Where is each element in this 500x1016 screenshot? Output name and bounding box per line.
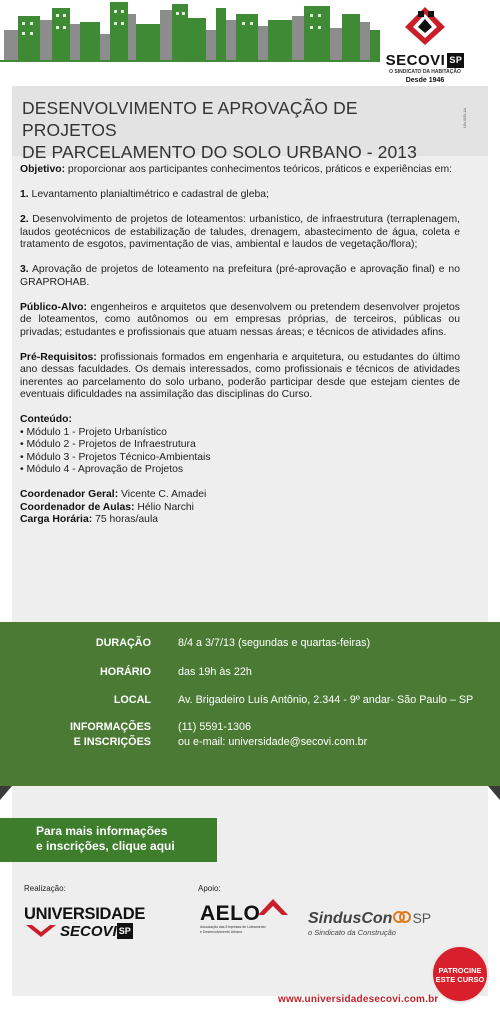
corner-fold-left <box>0 786 12 800</box>
more-info-button[interactable] <box>0 818 217 862</box>
city-skyline-illustration <box>0 0 380 62</box>
contact-email[interactable]: ou e-mail: universidade@secovi.com.br <box>178 736 368 748</box>
contact-label-1: INFORMAÇÕES <box>70 721 151 733</box>
audience-text: engenheiros e arquitetos que desenvolvem ou pretendem desenvolver projetos de loteamentos, como autônomos ou em empresas próprias, de terceiros, públicas ou privadas; estudantes e profissionais que atuam nessas áreas; e técnicos de atividades afins. <box>20 301 460 338</box>
objective-item-1 <box>20 189 460 202</box>
prereq-paragraph <box>20 352 460 402</box>
website-link[interactable]: www.universidadesecovi.com.br <box>278 994 439 1005</box>
sind-ring-icon <box>393 910 411 924</box>
title-line-2: DE PARCELAMENTO DO SOLO URBANO - 2013 <box>22 142 417 162</box>
module-item: • Módulo 4 - Aprovação de Projetos <box>20 464 184 475</box>
aelo-sub-1: Associação das Empresas de Loteamento <box>200 925 266 929</box>
contact-phone: (11) 5591-1306 <box>178 721 252 733</box>
univ-line-1: UNIVERSIDADE <box>24 905 146 923</box>
duration-label: DURAÇÃO <box>95 637 151 649</box>
objective-item-3-text: Aprovação de projetos de loteamento na prefeitura (pré-aprovação e aprovação final) e no GRAPROHAB. <box>20 264 460 288</box>
duration-value: 8/4 a 3/7/13 (segundas e quartas-feiras) <box>178 637 371 649</box>
side-code: UN-003-1A <box>462 107 467 128</box>
contact-label-2: E INSCRIÇÕES <box>73 736 151 748</box>
cta-line-2: e inscrições, clique aqui <box>36 839 175 853</box>
aelo-word: AELO <box>200 902 261 925</box>
aelo-house-icon <box>258 897 288 915</box>
objective-item-2-text: Desenvolvimento de projetos de loteamentos: urbanístico, de infraestrutura (terraplenagem, laudos geotécnicos de estabilização de taludes, drenagem, abastecimento de água, coleta e tratamento de esgotos, pavimentação de vias, ambiental e laudos de vegetação/flora); <box>20 214 460 250</box>
apoio-label: Apoio: <box>198 884 221 893</box>
time-value: das 19h às 22h <box>178 666 252 678</box>
content-list <box>20 414 460 477</box>
aelo-logo[interactable] <box>200 903 296 943</box>
cta-line-1: Para mais informações <box>36 824 168 838</box>
sinduscon-logo[interactable] <box>308 909 448 943</box>
univ-sp: SP <box>117 923 133 939</box>
objective-label: Objetivo: <box>20 164 66 175</box>
hours-label: Carga Horária: <box>20 514 93 525</box>
staff-info <box>20 489 460 527</box>
objective-item-2 <box>20 214 460 252</box>
objective-item-2-num: 2. <box>20 214 29 225</box>
page-title <box>22 97 452 163</box>
coord-label: Coordenador Geral: <box>20 489 119 500</box>
classes-coord-label: Coordenador de Aulas: <box>20 501 135 513</box>
badge-line-1: PATROCINE <box>438 966 482 975</box>
time-label: HORÁRIO <box>100 666 151 678</box>
hours-value: 75 horas/aula <box>92 514 159 525</box>
place-label: LOCAL <box>113 694 151 706</box>
audience-paragraph <box>20 302 460 340</box>
objective-item-1-text: Levantamento planialtimétrico e cadastral de gleba; <box>28 189 269 200</box>
info-band <box>0 622 500 786</box>
universidade-secovi-logo[interactable] <box>24 906 154 942</box>
corner-fold-right <box>488 786 500 800</box>
classes-coord-value: Hélio Narchi <box>134 501 194 513</box>
module-item: • Módulo 2 - Projetos de Infraestrutura <box>20 439 196 450</box>
objective-item-1-num: 1. <box>20 189 29 200</box>
module-item: • Módulo 1 - Projeto Urbanístico <box>20 426 167 438</box>
prereq-label: Pré-Requisitos: <box>20 351 97 363</box>
badge-line-2: ESTE CURSO <box>435 975 485 984</box>
secovi-emblem-icon <box>404 6 446 46</box>
course-description <box>20 164 460 527</box>
secovi-sp: SP <box>447 53 464 68</box>
univ-chevron-icon <box>26 925 56 937</box>
audience-label: Público-Alvo: <box>20 301 87 313</box>
aelo-sub-2: e Desenvolvimento Urbano <box>200 929 243 934</box>
prereq-text: profissionais formados em engenharia e arquitetura, ou estudantes do último ano dessas faculdades. Os demais interessados, como profissionais e técnicos de atividades inerentes ao parcelamento do solo urbano, poderão participar desde que estejam cientes de eventuais dificuldades na assimilação das disciplinas do Curso. <box>20 351 460 400</box>
secovi-since: Desde 1946 <box>405 77 445 84</box>
sind-sp: SP <box>412 910 432 926</box>
secovi-tagline: O SINDICATO DA HABITAÇÃO <box>389 69 461 75</box>
module-item: • Módulo 3 - Projetos Técnico-Ambientais <box>20 451 211 463</box>
coord-value: Vicente C. Amadei <box>118 489 207 500</box>
objective-text: proporcionar aos participantes conhecimentos teóricos, práticos e experiências em: <box>65 164 452 175</box>
objective-item-3 <box>20 264 460 289</box>
objective-paragraph <box>20 164 460 177</box>
content-label: Conteúdo: <box>20 414 72 425</box>
secovi-logo <box>385 6 465 84</box>
realizacao-label: Realização: <box>24 884 66 893</box>
sponsor-badge-button[interactable] <box>431 945 489 1003</box>
univ-line-2: SECOVI <box>60 923 117 940</box>
secovi-name: SECOVI <box>385 52 446 69</box>
title-line-1: DESENVOLVIMENTO E APROVAÇÃO DE PROJETOS <box>22 98 358 140</box>
sind-sub: o Sindicato da Construção <box>308 928 396 937</box>
place-value: Av. Brigadeiro Luís Antônio, 2.344 - 9º andar- São Paulo – SP <box>178 694 474 706</box>
objective-item-3-num: 3. <box>20 264 29 275</box>
sind-word: SindusCon <box>308 910 393 927</box>
